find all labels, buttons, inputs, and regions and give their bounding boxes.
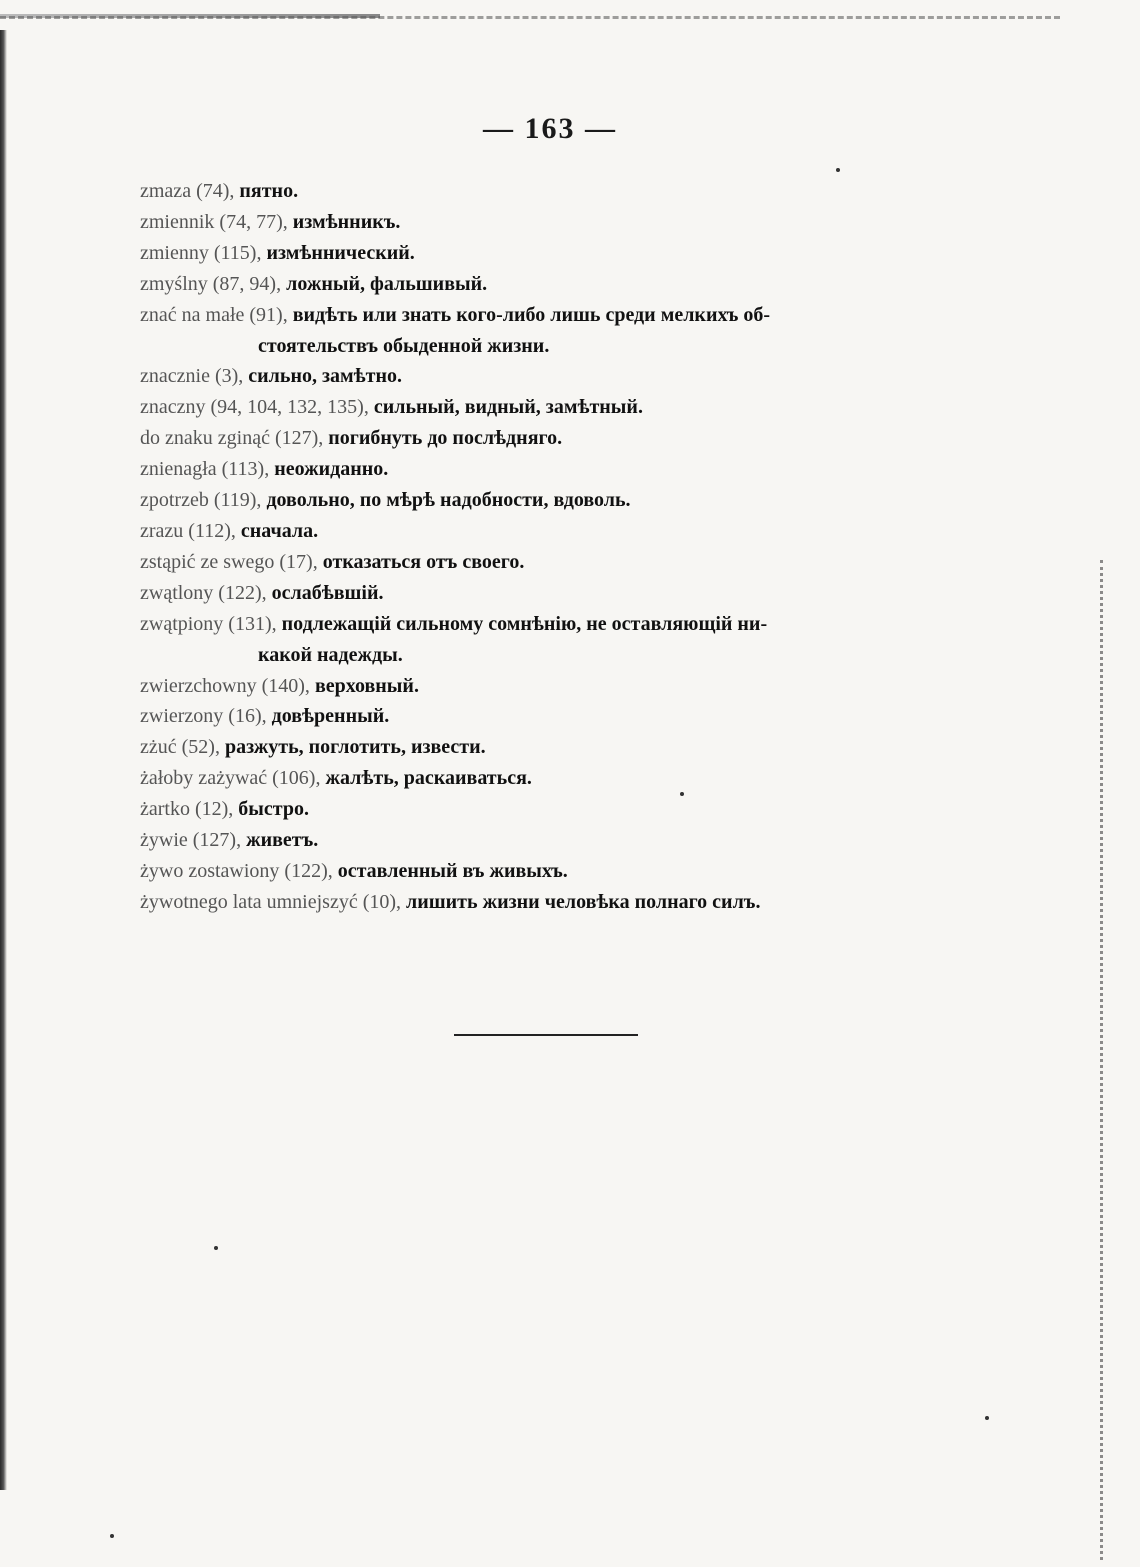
glossary-entry — [140, 454, 970, 485]
entry-translation: жалѣть, раскаиваться. — [325, 767, 532, 790]
entry-headword: żywotnego lata umniejszyć (10), — [140, 890, 402, 913]
entry-headword: znać na małe (91), — [140, 303, 288, 326]
glossary-entries — [140, 176, 970, 918]
scan-speck — [110, 1534, 114, 1538]
entry-headword: zwątpiony (131), — [140, 612, 277, 635]
glossary-entry — [140, 856, 970, 887]
glossary-entry — [140, 547, 970, 578]
entry-headword: żywie (127), — [140, 829, 242, 852]
entry-translation-continuation: какой надежды. — [258, 643, 403, 666]
entry-translation: погибнуть до послѣдняго. — [328, 427, 563, 450]
glossary-entry — [140, 516, 970, 547]
entry-translation: довѣренный. — [271, 705, 390, 728]
glossary-entry — [140, 423, 970, 454]
entry-translation: разжуть, поглотить, извести. — [224, 736, 486, 759]
entry-translation: сначала. — [240, 519, 319, 542]
glossary-entry — [140, 207, 970, 238]
entry-headword: zwierzchowny (140), — [140, 674, 310, 697]
glossary-entry — [140, 300, 970, 362]
entry-translation: верховный. — [314, 674, 419, 697]
scan-speck — [214, 1246, 218, 1250]
page-number: — 163 — — [483, 112, 617, 145]
entry-translation: живетъ. — [246, 829, 319, 852]
entry-translation: отказаться отъ своего. — [322, 550, 525, 573]
scan-speck — [680, 792, 684, 796]
entry-translation: неожиданно. — [274, 458, 389, 481]
glossary-entry — [140, 361, 970, 392]
entry-translation: пятно. — [239, 180, 299, 202]
entry-translation: измѣннический. — [266, 241, 415, 264]
end-rule — [454, 1034, 638, 1036]
entry-headword: zmiennik (74, 77), — [140, 210, 288, 233]
entry-headword: znaczny (94, 104, 132, 135), — [140, 396, 369, 419]
entry-translation: быстро. — [238, 798, 309, 821]
glossary-entry — [140, 732, 970, 763]
glossary-entry — [140, 609, 970, 671]
scan-edge-right — [1100, 560, 1106, 1560]
entry-headword: żywo zostawiony (122), — [140, 859, 333, 882]
entry-translation: лишить жизни человѣка полнаго силъ. — [406, 890, 761, 913]
entry-headword: zmaza (74), — [140, 180, 235, 202]
glossary-entry — [140, 578, 970, 609]
entry-headword: zwątlony (122), — [140, 581, 267, 604]
entry-translation: довольно, по мѣрѣ надобности, вдоволь. — [266, 489, 631, 512]
entry-translation: видѣть или знать кого-либо лишь среди мелкихъ об- — [292, 303, 771, 326]
glossary-entry — [140, 485, 970, 516]
entry-headword: zmyślny (87, 94), — [140, 272, 282, 295]
entry-headword: do znaku zginąć (127), — [140, 427, 324, 450]
entry-translation: ослабѣвшій. — [271, 581, 384, 604]
entry-translation: измѣнникъ. — [292, 210, 401, 233]
glossary-entry — [140, 825, 970, 856]
entry-headword: zpotrzeb (119), — [140, 489, 262, 512]
entry-headword: żałoby zażywać (106), — [140, 767, 321, 790]
glossary-entry — [140, 238, 970, 269]
entry-headword: zrazu (112), — [140, 519, 236, 542]
entry-translation-continuation: стоятельствъ обыденной жизни. — [258, 334, 550, 357]
entry-headword: znacznie (3), — [140, 365, 244, 388]
glossary-entry — [140, 887, 970, 918]
entry-headword: zmienny (115), — [140, 241, 262, 264]
glossary-entry — [140, 794, 970, 825]
scan-speck — [985, 1416, 989, 1420]
scan-edge-left — [0, 30, 7, 1490]
entry-headword: zwierzony (16), — [140, 705, 267, 728]
entry-translation: оставленный въ живыхъ. — [337, 859, 568, 882]
glossary-entry — [140, 176, 970, 207]
glossary-entry — [140, 763, 970, 794]
entry-headword: zstąpić ze swego (17), — [140, 550, 318, 573]
entry-headword: znienagła (113), — [140, 458, 270, 481]
glossary-entry — [140, 392, 970, 423]
entry-headword: żartko (12), — [140, 798, 234, 821]
entry-translation: сильный, видный, замѣтный. — [373, 396, 643, 419]
entry-translation: ложный, фальшивый. — [286, 272, 488, 295]
glossary-entry — [140, 701, 970, 732]
scan-speck — [836, 168, 840, 172]
entry-headword: zżuć (52), — [140, 736, 220, 759]
scan-edge-top-dashed — [0, 16, 1060, 29]
glossary-entry — [140, 269, 970, 300]
entry-translation: подлежащій сильному сомнѣнію, не оставляющій ни- — [281, 612, 768, 635]
entry-translation: сильно, замѣтно. — [248, 365, 402, 388]
glossary-entry — [140, 671, 970, 702]
